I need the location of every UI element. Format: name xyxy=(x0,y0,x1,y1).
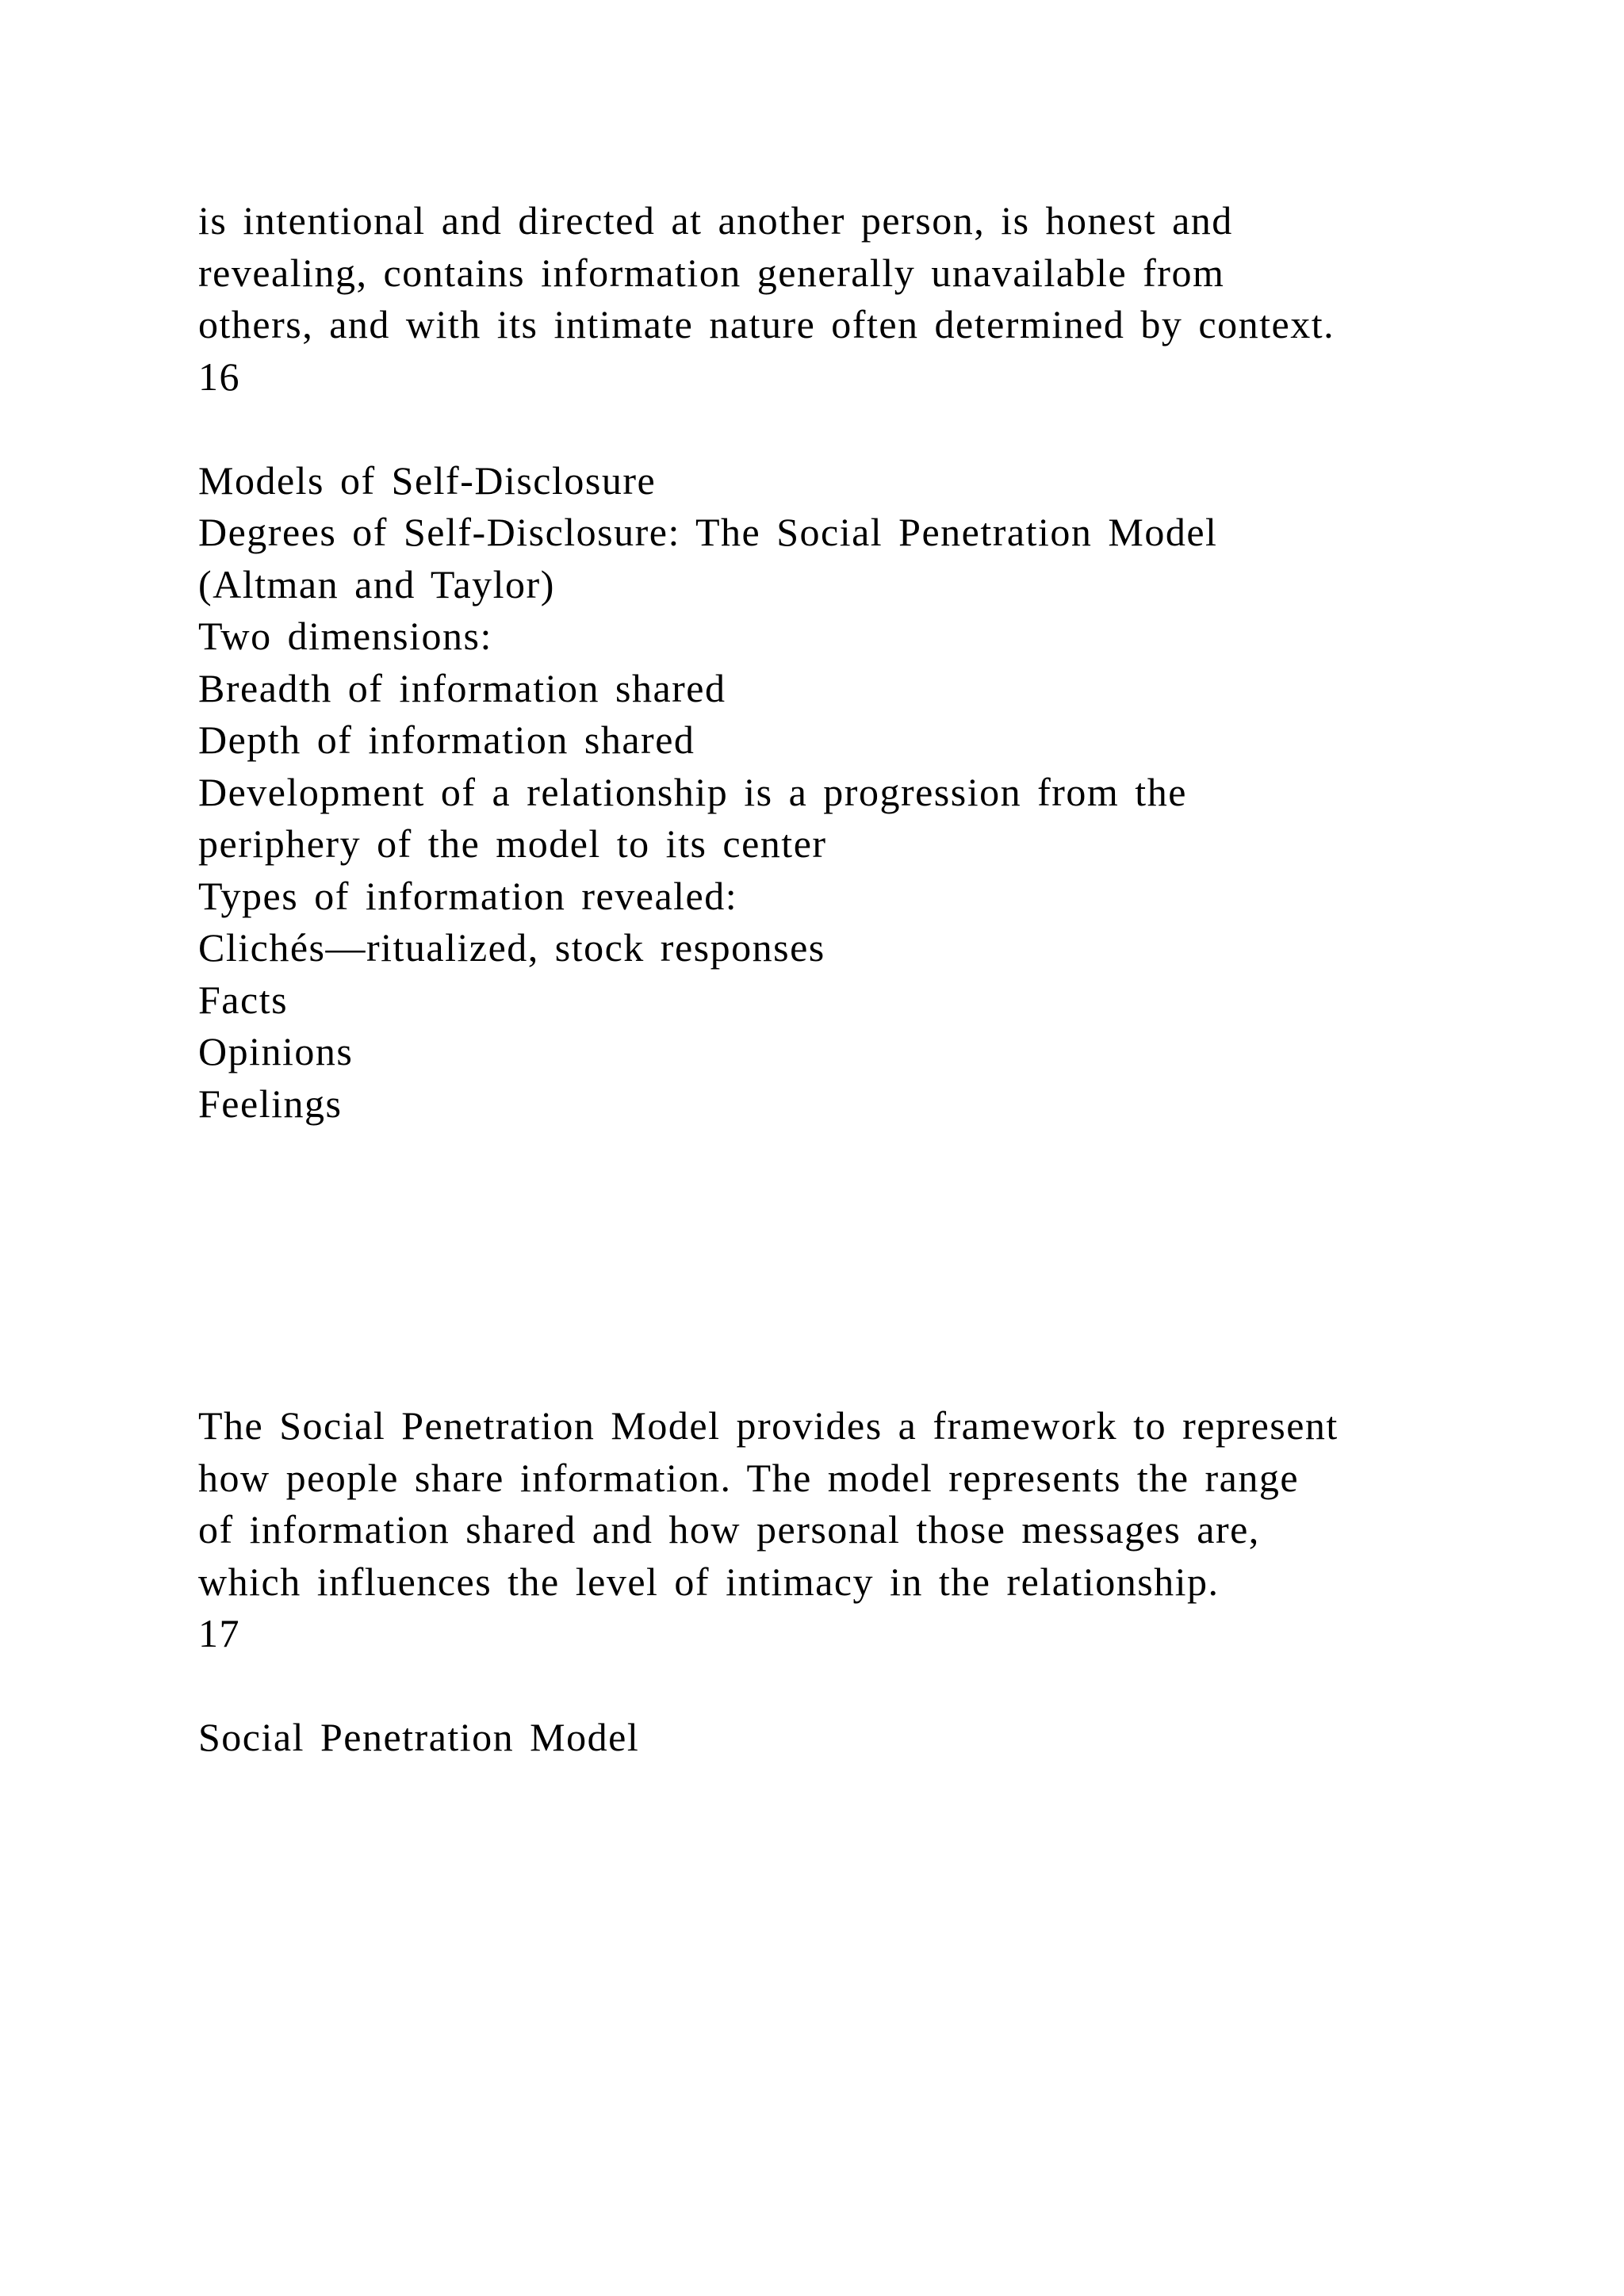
text-block-lower xyxy=(198,1400,1546,1764)
list-item: Breadth of information shared xyxy=(198,665,726,710)
text-line: The Social Penetration Model provides a framework to represent xyxy=(198,1403,1339,1448)
text-line: (Altman and Taylor) xyxy=(198,561,555,607)
list-item: Opinions xyxy=(198,1029,354,1073)
slide-title: Social Penetration Model xyxy=(198,1715,640,1759)
text-line: periphery of the model to its center xyxy=(198,821,827,866)
text-line: is intentional and directed at another person, is honest and xyxy=(198,198,1233,243)
list-item: Clichés—ritualized, stock responses xyxy=(198,925,825,970)
text-line: Development of a relationship is a progression from the xyxy=(198,769,1187,814)
text-line: others, and with its intimate nature often determined by context. xyxy=(198,302,1335,346)
text-line: revealing, contains information generally unavailable from xyxy=(198,250,1225,295)
slide-title: Models of Self-Disclosure xyxy=(198,457,657,503)
text-line: Degrees of Self-Disclosure: The Social Penetration Model xyxy=(198,510,1218,554)
list-item: Depth of information shared xyxy=(198,718,695,762)
text-line: of information shared and how personal those messages are, xyxy=(198,1507,1260,1552)
list-item: Feelings xyxy=(198,1081,343,1126)
text-block-upper xyxy=(198,195,1546,1130)
blank-line xyxy=(198,1660,1546,1712)
list-item: Facts xyxy=(198,977,289,1022)
text-line: how people share information. The model represents the range xyxy=(198,1455,1300,1500)
text-line: which influences the level of intimacy in the relationship. xyxy=(198,1559,1220,1604)
text-line: Types of information revealed: xyxy=(198,873,738,918)
text-line: Two dimensions: xyxy=(198,614,492,658)
blank-line xyxy=(198,403,1546,455)
page-number: 16 xyxy=(198,354,240,399)
page-number: 17 xyxy=(198,1611,240,1655)
